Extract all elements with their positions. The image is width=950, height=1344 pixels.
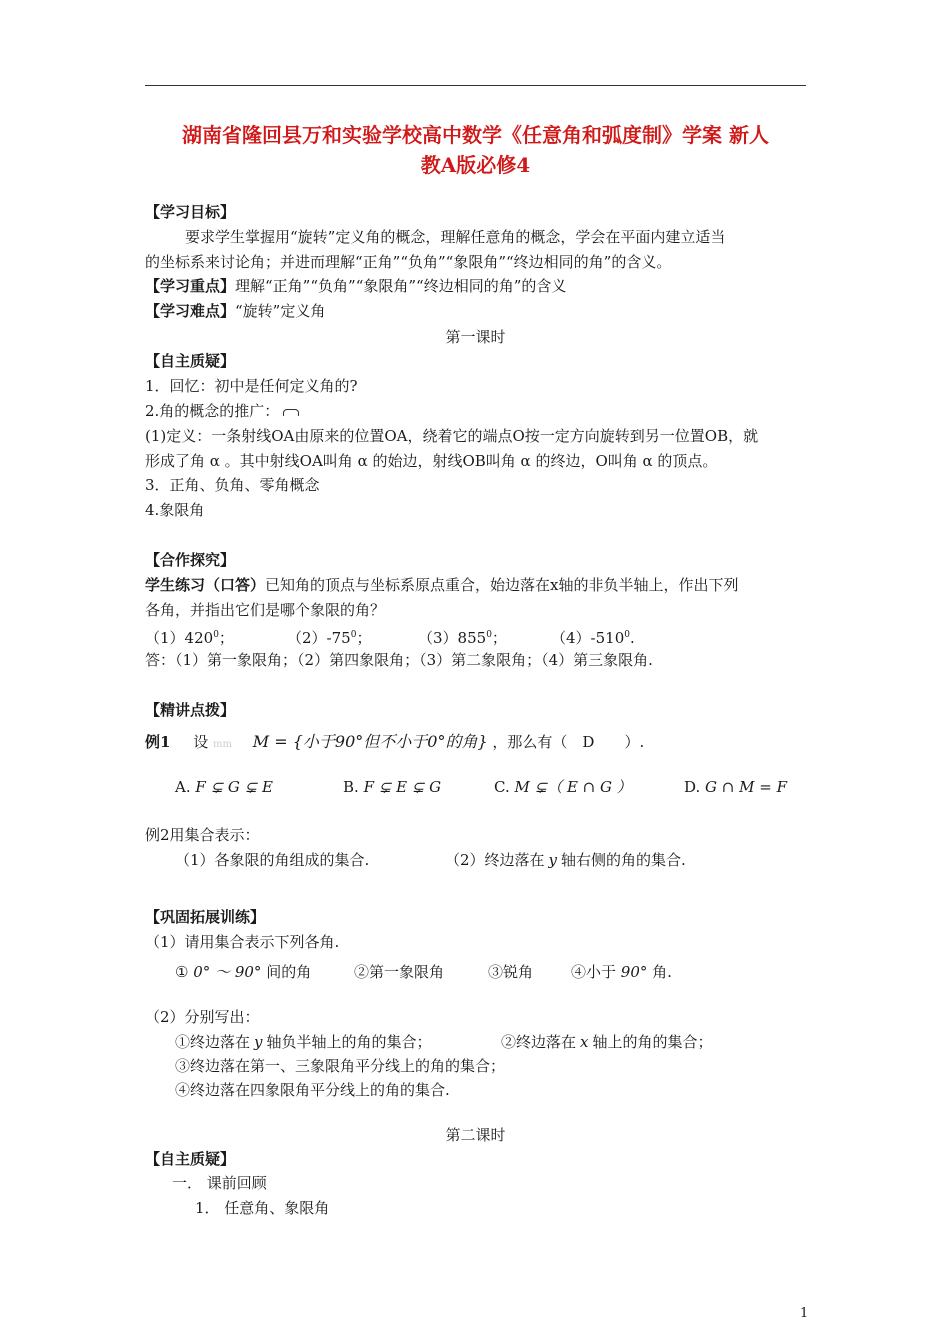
answer-line: 答：（1）第一象限角；（2）第四象限角；（3）第二象限角；（4）第三象限角. xyxy=(145,651,653,669)
definition-line-2: 形成了角 α 。其中射线OA叫角 α 的始边，射线OB叫角 α 的终边，O叫角 α 的顶点。 xyxy=(145,452,718,470)
example-1-label: 例1 xyxy=(145,733,171,751)
lesson-2-heading: 第二课时 xyxy=(445,1126,506,1144)
goal-header: 【学习目标】 xyxy=(145,203,236,221)
extension-2: （2）分别写出： xyxy=(145,1008,260,1026)
extension-1-d: ④小于 90° 角. xyxy=(571,963,672,981)
extension-1-a: ① 0° ～ 90° 间的角 xyxy=(175,963,312,981)
option-b: B. F ⊊ E ⊊ G xyxy=(343,778,442,796)
example-2: 例2用集合表示： xyxy=(145,826,260,844)
difficulty-header: 【学习难点】 xyxy=(145,302,236,320)
difficulty-line xyxy=(145,300,325,322)
header-rule xyxy=(145,85,806,86)
lesson-1-heading: 第一课时 xyxy=(445,328,506,346)
option-a: A. F ⊊ G ⊊ E xyxy=(175,778,273,796)
example-1-set: M = {小于90°但不小于0°的角} xyxy=(252,732,488,751)
practice-line-2: 各角，并指出它们是哪个象限的角？ xyxy=(145,601,386,619)
difficulty-text: “旋转”定义角 xyxy=(235,302,326,320)
extension-2-b: ②终边落在 x 轴上的角的集合； xyxy=(501,1033,713,1051)
self-question-header: 【自主质疑】 xyxy=(145,352,236,370)
definition-line-1: (1)定义：一条射线OA由原来的位置OA，绕着它的端点O按一定方向旋转到另一位置OB，就 xyxy=(145,427,759,445)
arc-mark-icon xyxy=(283,409,299,416)
extension-2-a: ①终边落在 y 轴负半轴上的角的集合； xyxy=(175,1033,432,1051)
practice-text-1: 已知角的顶点与坐标系原点重合，始边落在x轴的非负半轴上，作出下列 xyxy=(265,576,739,594)
goal-paragraph-1: 要求学生掌握用“旋转”定义角的概念，理解任意角的概念，学会在平面内建立适当 xyxy=(185,228,726,246)
title-line-1: 湖南省隆回县万和实验学校高中数学《任意角和弧度制》学案 新人 xyxy=(182,123,769,147)
key-point-line xyxy=(145,275,566,297)
example-2-item-1: （1）各象限的角组成的集合. xyxy=(175,851,370,869)
question-2-line xyxy=(145,400,299,422)
key-header: 【学习重点】 xyxy=(145,277,236,295)
cooperation-header: 【合作探究】 xyxy=(145,551,236,569)
extension-header: 【巩固拓展训练】 xyxy=(145,908,266,926)
practice-item-4: $(4)-510^0$. xyxy=(551,629,635,647)
example-2-item-2: （2）终边落在 y 轴右侧的角的集合. xyxy=(445,851,686,869)
practice-label: 学生练习（口答） xyxy=(145,576,266,594)
example-1-post: ，那么有（ D ）. xyxy=(492,733,645,751)
extension-1: （1）请用集合表示下列各角. xyxy=(145,933,340,951)
option-d: D. G ∩ M = F xyxy=(684,778,788,796)
practice-line-1 xyxy=(145,574,738,596)
document-title xyxy=(145,120,806,180)
self-question-2-header: 【自主质疑】 xyxy=(145,1150,236,1168)
key-text: 理解“正角”“负角”“象限角”“终边相同的角”的含义 xyxy=(235,277,567,295)
question-3: 3．正角、负角、零角概念 xyxy=(145,476,320,494)
lecture-header: 【精讲点拨】 xyxy=(145,701,236,719)
extension-2-d: ④终边落在四象限角平分线上的角的集合. xyxy=(175,1081,450,1099)
extension-1-c: ③锐角 xyxy=(488,963,534,981)
page-number: 1 xyxy=(800,1306,809,1321)
question-1: 1．回忆：初中是任何定义角的? xyxy=(145,377,358,395)
practice-item-3: $(3)855^0$； xyxy=(418,629,507,647)
practice-item-2: $(2)-75^0$； xyxy=(287,629,372,647)
example-1-pre: 设 xyxy=(193,733,209,751)
practice-item-1: $(1)420^0$； xyxy=(145,629,234,647)
extension-2-c: ③终边落在第一、三象限角平分线上的角的集合； xyxy=(175,1057,506,1075)
example-1-line xyxy=(145,731,644,756)
example-1-faint: mm xyxy=(213,739,232,750)
review-item-1: 1． 任意角、象限角 xyxy=(195,1199,330,1217)
question-2: 2.角的概念的推广： xyxy=(145,402,280,420)
option-c: C. M ⊊（ E ∩ G ） xyxy=(494,778,632,796)
title-line-2: 教A版必修4 xyxy=(420,153,531,177)
extension-1-b: ②第一象限角 xyxy=(354,963,445,981)
review-heading: 一． 课前回顾 xyxy=(172,1174,267,1192)
goal-paragraph-2: 的坐标系来讨论角；并进而理解“正角”“负角”“象限角”“终边相同的角”的含义。 xyxy=(145,253,672,271)
question-4: 4.象限角 xyxy=(145,501,205,519)
